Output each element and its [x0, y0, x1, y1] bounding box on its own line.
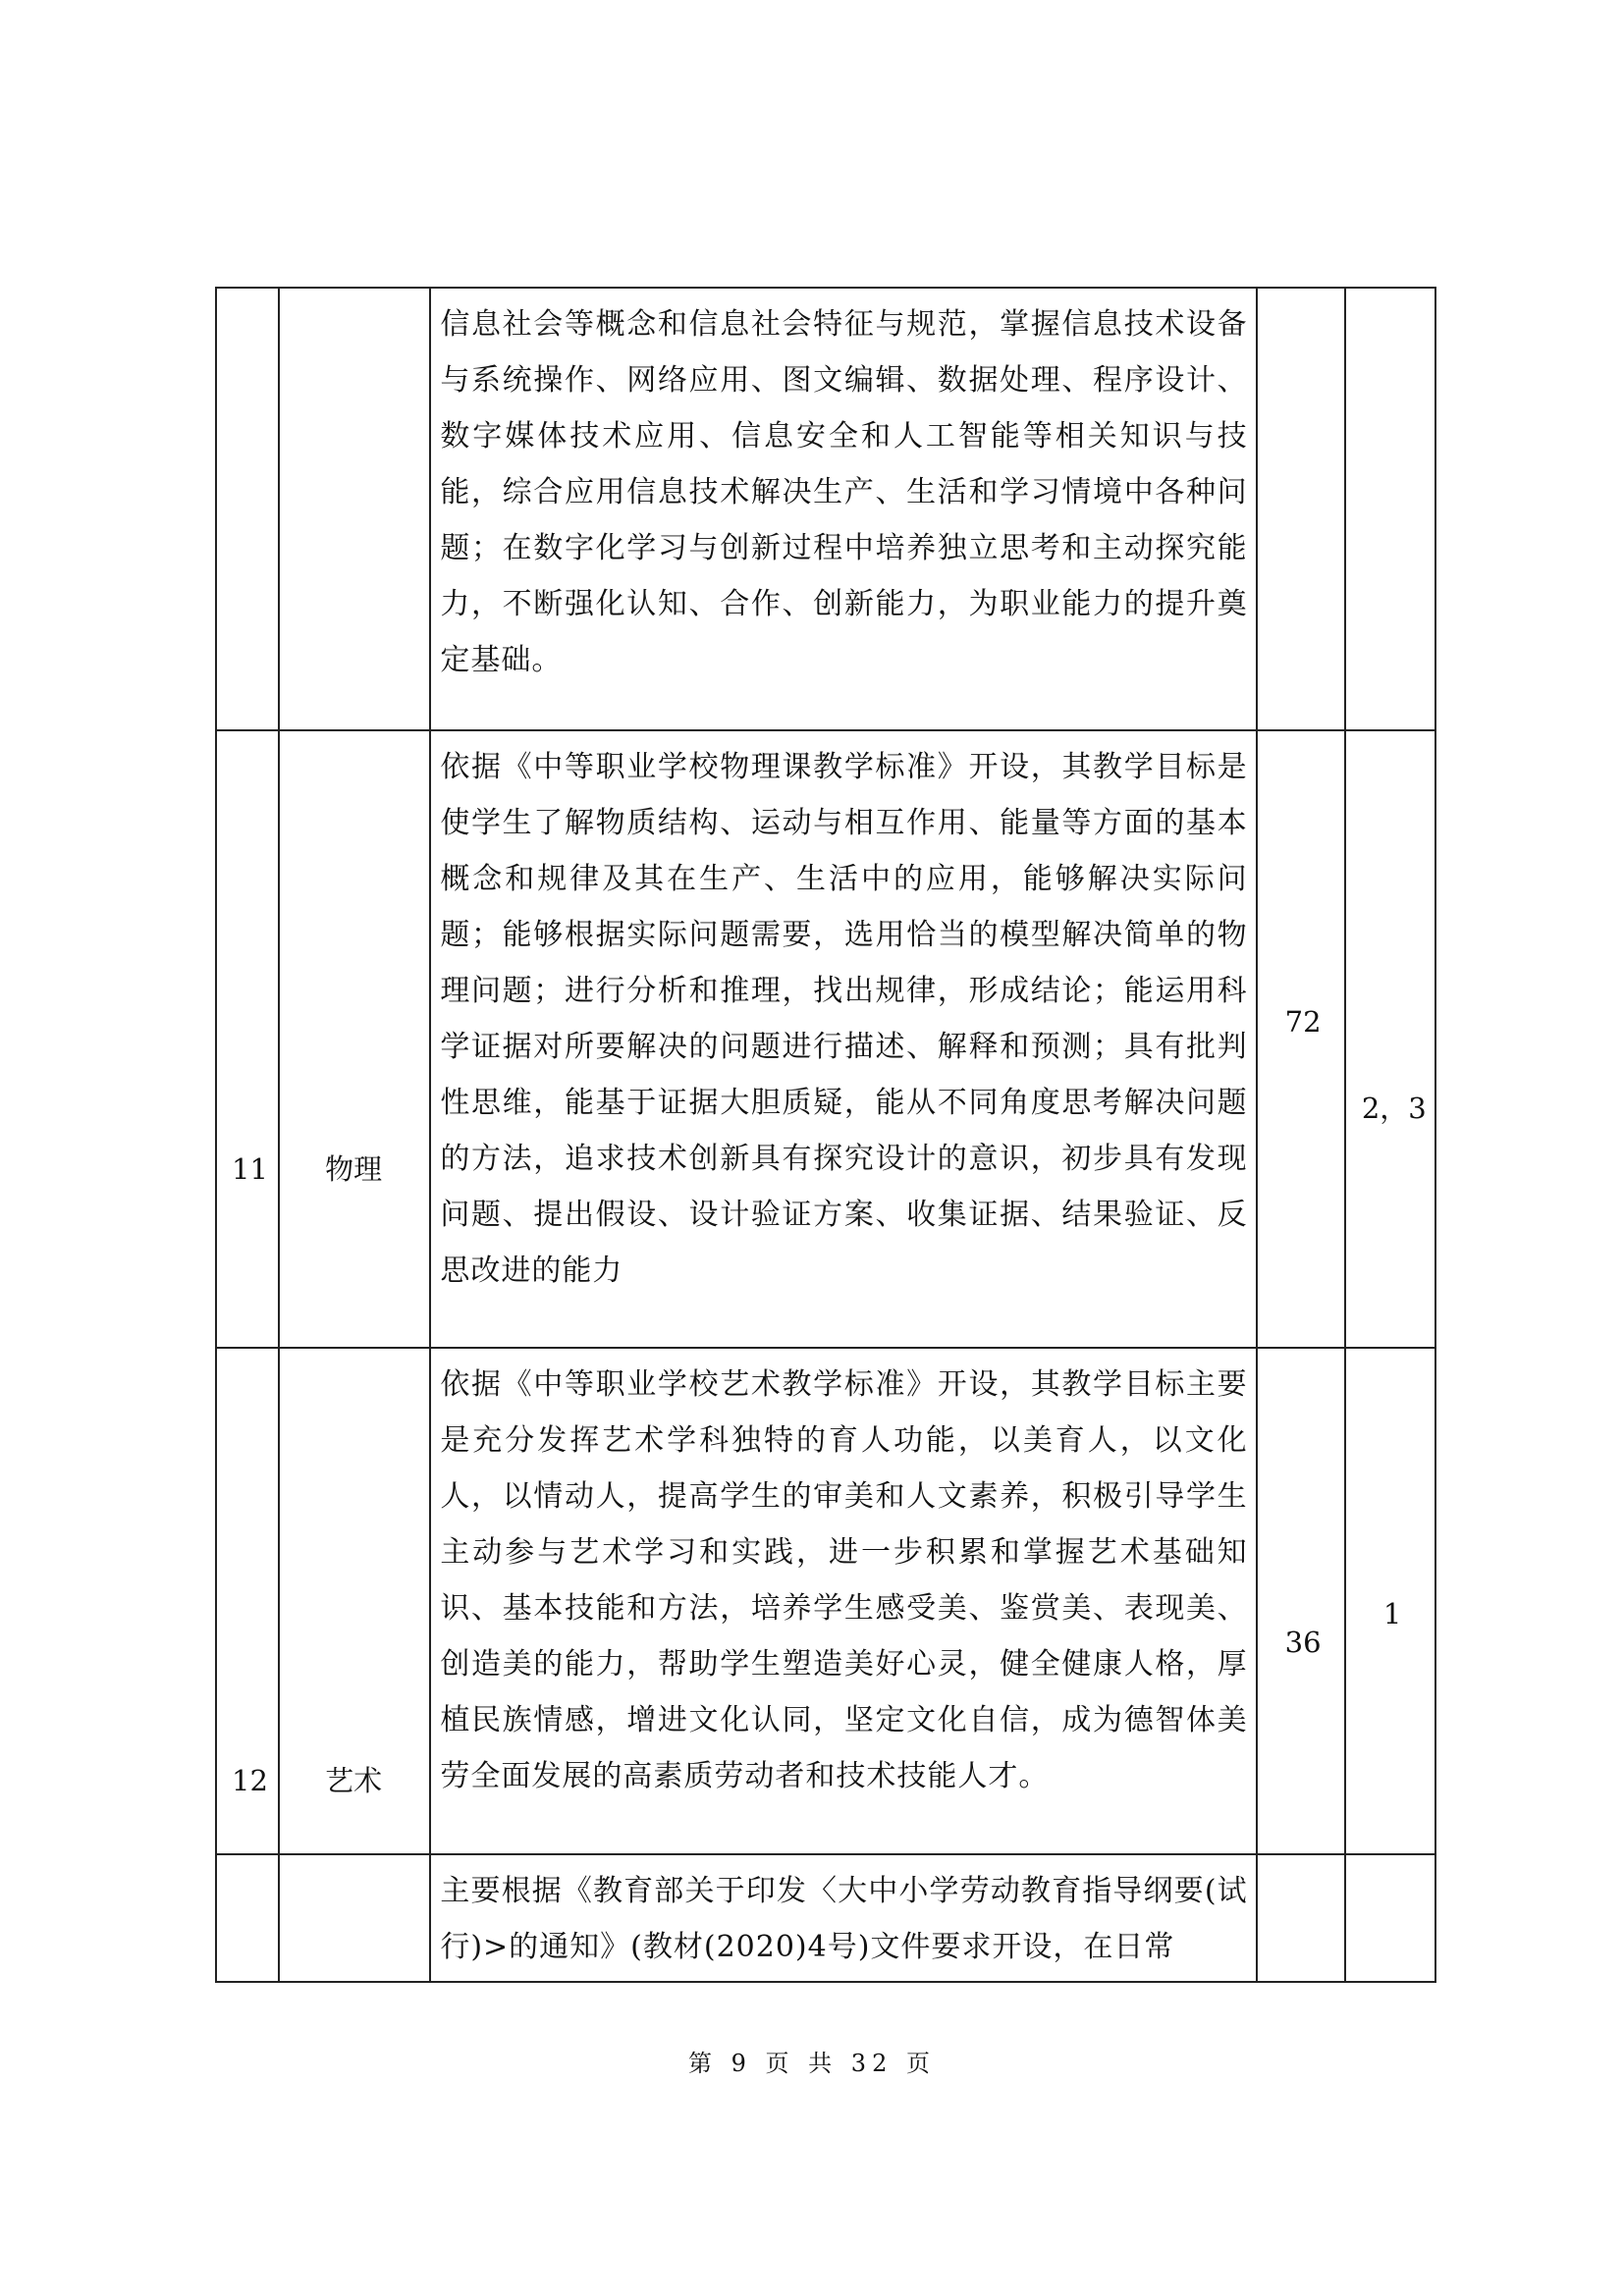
- semester-cell: [1345, 1854, 1435, 1982]
- row-number-cell: [216, 730, 279, 1348]
- semester-cell: [1345, 1348, 1435, 1854]
- row-number: 11: [232, 1152, 268, 1186]
- course-name: 物理: [325, 1152, 383, 1186]
- hours-cell: [1257, 1348, 1345, 1854]
- course-name-cell: [279, 1348, 430, 1854]
- course-description: 主要根据《教育部关于印发〈大中小学劳动教育指导纲要(试行)>的通知》(教材(2020)4号)文件要求开设，在日常: [430, 1854, 1256, 1982]
- course-description: 依据《中等职业学校艺术教学标准》开设，其教学目标主要是充分发挥艺术学科独特的育人功能，以美育人，以文化人，以情动人，提高学生的审美和人文素养，积极引导学生主动参与艺术学习和实践，进一步积累和掌握艺术基础知识、基本技能和方法，培养学生感受美、鉴赏美、表现美、创造美的能力，帮助学生塑造美好心灵，健全健康人格，厚植民族情感，增进文化认同，坚定文化自信，成为德智体美劳全面发展的高素质劳动者和技术技能人才。: [430, 1348, 1256, 1854]
- course-table: [215, 287, 1436, 1983]
- course-name: 艺术: [325, 1764, 383, 1797]
- hours-cell: [1257, 1854, 1345, 1982]
- hours-cell: [1257, 288, 1345, 730]
- row-number-cell: [216, 1348, 279, 1854]
- semester-cell: [1345, 730, 1435, 1348]
- semester: 1: [1382, 1597, 1402, 1630]
- hours: 72: [1284, 1005, 1322, 1039]
- row-number-cell: [216, 1854, 279, 1982]
- semester: 2，3: [1361, 1092, 1427, 1125]
- course-name-cell: [279, 1854, 430, 1982]
- table-row: [216, 288, 1435, 730]
- hours-cell: [1257, 730, 1345, 1348]
- course-name-cell: [279, 288, 430, 730]
- hours: 36: [1284, 1626, 1322, 1659]
- row-number: 12: [232, 1764, 268, 1797]
- semester-cell: [1345, 288, 1435, 730]
- page-number-footer: 第 9 页 共 32 页: [688, 2050, 936, 2077]
- course-name-cell: [279, 730, 430, 1348]
- table-row: [216, 1348, 1435, 1854]
- course-description: 依据《中等职业学校物理课教学标准》开设，其教学目标是使学生了解物质结构、运动与相互作用、能量等方面的基本概念和规律及其在生产、生活中的应用，能够解决实际问题；能够根据实际问题需要，选用恰当的模型解决简单的物理问题；进行分析和推理，找出规律，形成结论；能运用科学证据对所要解决的问题进行描述、解释和预测；具有批判性思维，能基于证据大胆质疑，能从不同角度思考解决问题的方法，追求技术创新具有探究设计的意识，初步具有发现问题、提出假设、设计验证方案、收集证据、结果验证、反思改进的能力: [430, 730, 1256, 1348]
- table-row: [216, 1854, 1435, 1982]
- table-row: [216, 730, 1435, 1348]
- course-description: 信息社会等概念和信息社会特征与规范，掌握信息技术设备与系统操作、网络应用、图文编辑、数据处理、程序设计、数字媒体技术应用、信息安全和人工智能等相关知识与技能，综合应用信息技术解决生产、生活和学习情境中各种问题；在数字化学习与创新过程中培养独立思考和主动探究能力，不断强化认知、合作、创新能力，为职业能力的提升奠定基础。: [430, 288, 1256, 730]
- row-number-cell: [216, 288, 279, 730]
